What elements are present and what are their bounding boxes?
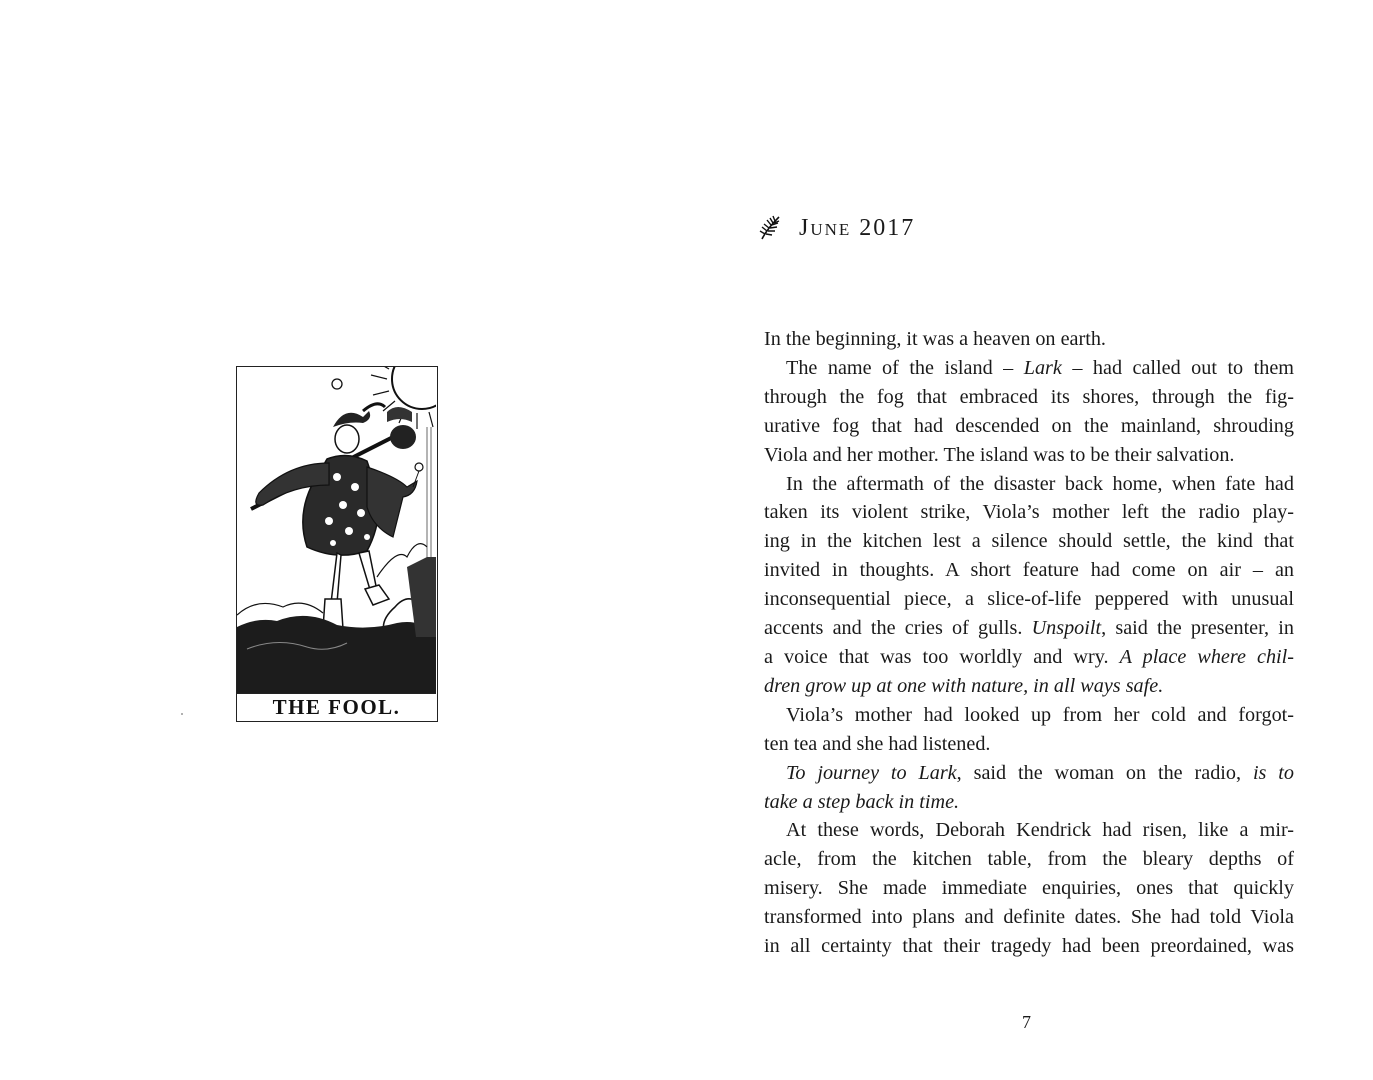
text-segment: acle, from the kitchen table, from the bleary depths of	[764, 848, 1294, 871]
text-segment: At these words, Deborah Kendrick had risen, like a mir-	[786, 819, 1294, 842]
text-segment: Viola’s mother had looked up from her cold and forgot-	[786, 703, 1294, 726]
italic-segment: Unspoilt	[1031, 617, 1102, 640]
text-segment: in all certainty that their tragedy had been preordained, was	[764, 935, 1294, 958]
text-line	[764, 441, 1294, 470]
italic-segment: A place where chil-	[1119, 645, 1294, 668]
text-segment: inconsequential piece, a slice-of-life peppered with unusual	[764, 588, 1294, 611]
italic-segment: is to	[1252, 761, 1294, 784]
text-segment: ten tea and she had listened.	[764, 732, 991, 755]
text-segment: urative fog that had descended on the mainland, shrouding	[764, 414, 1294, 437]
italic-segment: take a step back in time.	[764, 790, 960, 813]
text-line	[764, 354, 1294, 383]
tarot-fool-illustration	[237, 367, 436, 693]
text-segment: , said the woman on the radio,	[956, 761, 1253, 784]
text-line	[764, 788, 1294, 817]
italic-segment: dren grow up at one with nature, in all ways safe.	[764, 674, 1164, 697]
right-page	[686, 0, 1373, 1080]
text-line	[764, 759, 1294, 788]
text-line	[764, 498, 1294, 527]
text-segment: Viola and her mother. The island was to be their salvation.	[764, 443, 1235, 466]
page-number: 7	[1022, 1012, 1031, 1032]
text-line	[764, 470, 1294, 499]
text-segment: invited in thoughts. A short feature had come on air – an	[764, 559, 1294, 582]
text-line	[764, 816, 1294, 845]
text-segment: ing in the kitchen lest a silence should settle, the kind that	[764, 530, 1294, 553]
chapter-heading	[759, 210, 915, 246]
print-speck	[181, 713, 183, 715]
text-segment: , said the presenter, in	[1101, 617, 1294, 640]
text-line	[764, 874, 1294, 903]
text-segment: In the beginning, it was a heaven on earth.	[764, 328, 1106, 350]
text-segment: – had called out to them	[1061, 356, 1294, 379]
text-line	[764, 614, 1294, 643]
text-line	[764, 325, 1294, 354]
text-line	[764, 730, 1294, 759]
text-line	[764, 383, 1294, 412]
text-line	[764, 672, 1294, 701]
chapter-title: June 2017	[799, 214, 916, 241]
body-text	[764, 325, 1294, 961]
left-page	[0, 0, 686, 1080]
text-segment: accents and the cries of gulls.	[764, 617, 1032, 640]
fool-figure-icon	[237, 367, 436, 693]
text-segment: a voice that was too worldly and wry.	[764, 645, 1120, 668]
text-line	[764, 527, 1294, 556]
text-segment: taken its violent strike, Viola’s mother left the radio play-	[764, 501, 1294, 524]
text-segment: The name of the island –	[786, 356, 1024, 379]
text-line	[764, 932, 1294, 961]
italic-segment: To journey to Lark	[786, 761, 957, 784]
text-line	[764, 585, 1294, 614]
text-segment: In the aftermath of the disaster back home, when fate had	[786, 472, 1294, 495]
text-line	[764, 903, 1294, 932]
text-line	[764, 845, 1294, 874]
tarot-card	[236, 366, 438, 722]
italic-segment: Lark	[1023, 356, 1062, 379]
text-line	[764, 556, 1294, 585]
text-line	[764, 701, 1294, 730]
text-segment: transformed into plans and definite dates. She had told Viola	[764, 906, 1294, 929]
text-line	[764, 412, 1294, 441]
text-segment: misery. She made immediate enquiries, ones that quickly	[764, 877, 1294, 900]
feather-icon	[759, 215, 781, 241]
tarot-card-caption: THE FOOL.	[237, 693, 436, 721]
text-segment: through the fog that embraced its shores, through the fig-	[764, 385, 1294, 408]
text-line	[764, 643, 1294, 672]
